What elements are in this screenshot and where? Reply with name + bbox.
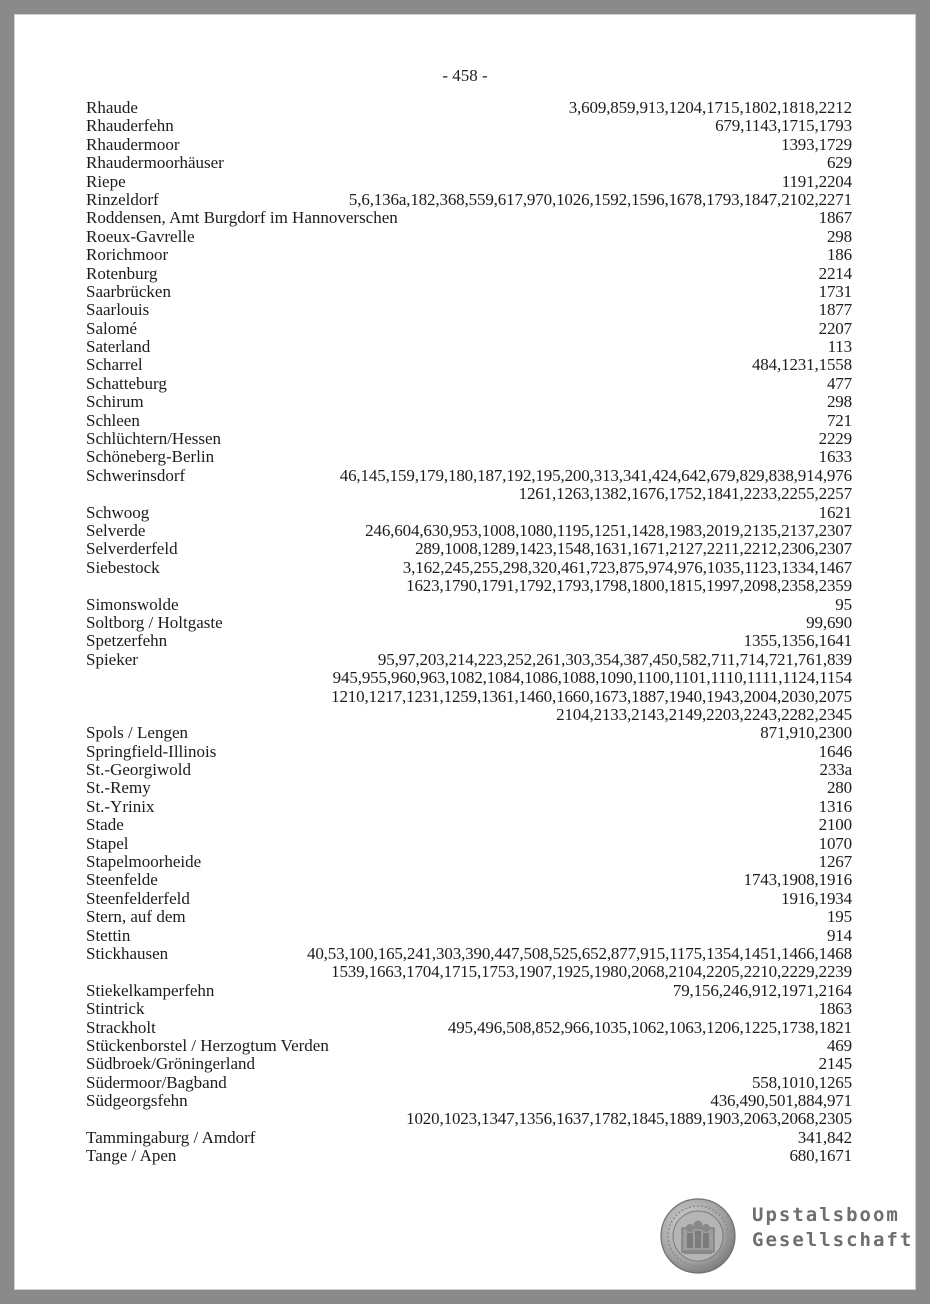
index-entry-line	[86, 559, 852, 577]
page-references: 298	[826, 226, 852, 246]
page-references: 46,145,159,179,180,187,192,195,200,313,341,424,642,679,829,838,914,976	[339, 465, 852, 485]
index-entry	[86, 1019, 852, 1037]
index-entry	[86, 1129, 852, 1147]
index-entry-line	[86, 154, 852, 172]
index-entry-line	[86, 1055, 852, 1073]
place-name: Stettin	[86, 925, 131, 945]
index-entry-line	[86, 890, 852, 908]
page-references: 289,1008,1289,1423,1548,1631,1671,2127,2211,2212,2306,2307	[415, 539, 852, 559]
index-entry	[86, 779, 852, 797]
index-entry	[86, 632, 852, 650]
page-references: 2214	[818, 263, 852, 283]
index-entry-line	[86, 853, 852, 871]
page-references: 1267	[818, 852, 852, 872]
index-entry-line	[86, 504, 852, 522]
place-name: Steenfelde	[86, 870, 158, 890]
page-references: 95,97,203,214,223,252,261,303,354,387,450,582,711,714,721,761,839	[377, 649, 852, 669]
page-references: 3,609,859,913,1204,1715,1802,1818,2212	[568, 98, 852, 117]
place-name: Saterland	[86, 337, 151, 357]
index-entry-line	[86, 835, 852, 853]
index-entry	[86, 430, 852, 448]
place-name: Südgeorgsfehn	[86, 1091, 188, 1111]
index-entry-line	[86, 448, 852, 466]
page-references: 1393,1729	[781, 134, 852, 154]
place-name: Schleen	[86, 410, 140, 430]
place-name: Stapel	[86, 833, 129, 853]
page-references: 1877	[818, 300, 852, 320]
index-entry	[86, 375, 852, 393]
index-entry	[86, 724, 852, 742]
place-name: Schlüchtern/Hessen	[86, 429, 222, 449]
index-entry	[86, 320, 852, 338]
page-references: 1316	[818, 796, 852, 816]
place-name: Springfield-Illinois	[86, 741, 217, 761]
page-references: 629	[826, 153, 852, 173]
place-name: Stapelmoorheide	[86, 852, 202, 872]
page-references: 1539,1663,1704,1715,1753,1907,1925,1980,2068,2104,2205,2210,2229,2239	[331, 962, 852, 982]
index-entry	[86, 209, 852, 227]
place-name: Steenfelderfeld	[86, 888, 190, 908]
index-entry-line	[86, 356, 852, 374]
index-entry-line	[86, 724, 852, 742]
page-references: 79,156,246,912,1971,2164	[672, 980, 852, 1000]
page-references: 1916,1934	[781, 888, 852, 908]
index-entry	[86, 540, 852, 558]
index-entry-line	[86, 632, 852, 650]
index-entry-line	[86, 688, 852, 706]
index-entry	[86, 356, 852, 374]
index-entry	[86, 265, 852, 283]
page-references: 195	[826, 907, 852, 927]
index-entry-line	[86, 301, 852, 319]
index-entry-line	[86, 945, 852, 963]
place-name: Scharrel	[86, 355, 143, 375]
seal-icon	[660, 1198, 736, 1274]
place-name: Schatteburg	[86, 373, 167, 393]
page-references: 280	[826, 778, 852, 798]
index-entry	[86, 743, 852, 761]
page-references: 680,1671	[789, 1146, 852, 1166]
place-name: Stade	[86, 815, 124, 835]
page-references: 1191,2204	[781, 171, 852, 191]
place-name: St.-Remy	[86, 778, 151, 798]
index-entry-line	[86, 982, 852, 1000]
index-entry	[86, 1147, 852, 1165]
index-entry-line	[86, 540, 852, 558]
index-entry-line	[86, 1110, 852, 1128]
index-entry	[86, 835, 852, 853]
place-name: Rotenburg	[86, 263, 158, 283]
index-entry-line	[86, 871, 852, 889]
place-name: Spetzerfehn	[86, 631, 168, 651]
document-page	[14, 14, 916, 1290]
page-references: 1070	[818, 833, 852, 853]
index-entry-line	[86, 577, 852, 595]
index-entry-line	[86, 1000, 852, 1018]
index-entry-line	[86, 283, 852, 301]
place-name: Simonswolde	[86, 594, 179, 614]
page-references: 5,6,136a,182,368,559,617,970,1026,1592,1596,1678,1793,1847,2102,2271	[348, 189, 852, 209]
place-name: Spols / Lengen	[86, 723, 188, 743]
index-entry	[86, 467, 852, 504]
page-references: 1261,1263,1382,1676,1752,1841,2233,2255,2257	[518, 484, 852, 504]
page-references: 495,496,508,852,966,1035,1062,1063,1206,1225,1738,1821	[447, 1017, 852, 1037]
index-entry	[86, 871, 852, 889]
page-references: 1731	[818, 281, 852, 301]
index-entry	[86, 136, 852, 154]
page-references: 436,490,501,884,971	[710, 1091, 852, 1111]
index-entry	[86, 117, 852, 135]
page-references: 1863	[818, 999, 852, 1019]
index-entry-line	[86, 798, 852, 816]
page-references: 1646	[818, 741, 852, 761]
index-entry-line	[86, 393, 852, 411]
index-entry	[86, 982, 852, 1000]
page-references: 469	[826, 1035, 852, 1055]
place-name: Südbroek/Gröningerland	[86, 1054, 256, 1074]
place-name: St.-Georgiwold	[86, 760, 191, 780]
page-references: 2207	[818, 318, 852, 338]
page-references: 679,1143,1715,1793	[715, 116, 852, 136]
place-name: Tange / Apen	[86, 1146, 177, 1166]
index-entry	[86, 1092, 852, 1129]
place-name: Rhaudermoorhäuser	[86, 153, 224, 173]
place-name: Schirum	[86, 392, 144, 412]
place-name: Riepe	[86, 171, 126, 191]
index-entry	[86, 412, 852, 430]
index-entry	[86, 908, 852, 926]
page-references: 477	[826, 373, 852, 393]
index-entry	[86, 283, 852, 301]
page-references: 1621	[818, 502, 852, 522]
index-entry	[86, 853, 852, 871]
place-name: Schwoog	[86, 502, 150, 522]
page-references: 1867	[818, 208, 852, 228]
index-entry-line	[86, 265, 852, 283]
page-references: 914	[826, 925, 852, 945]
index-entry	[86, 927, 852, 945]
place-name: Siebestock	[86, 557, 160, 577]
index-entry	[86, 614, 852, 632]
page-references: 721	[826, 410, 852, 430]
index-entry	[86, 1055, 852, 1073]
index-entry-line	[86, 743, 852, 761]
index-entry-line	[86, 412, 852, 430]
society-logo	[660, 1198, 914, 1278]
index-entry	[86, 559, 852, 596]
society-name-line1: Upstalsboom	[752, 1204, 900, 1226]
index-entry-line	[86, 761, 852, 779]
place-name: Stiekelkamperfehn	[86, 980, 215, 1000]
index-entry	[86, 816, 852, 834]
page-references: 558,1010,1265	[751, 1072, 852, 1092]
index-entry	[86, 228, 852, 246]
index-entry	[86, 393, 852, 411]
index-entry	[86, 522, 852, 540]
page-references: 1743,1908,1916	[743, 870, 852, 890]
index-entry	[86, 761, 852, 779]
index-entry-line	[86, 963, 852, 981]
place-name: Südermoor/Bagband	[86, 1072, 227, 1092]
place-name: Stückenborstel / Herzogtum Verden	[86, 1035, 329, 1055]
index-entry-line	[86, 320, 852, 338]
index-entry-line	[86, 1019, 852, 1037]
index-entry	[86, 945, 852, 982]
place-name: Spieker	[86, 649, 138, 669]
page-references: 1020,1023,1347,1356,1637,1782,1845,1889,1903,2063,2068,2305	[406, 1109, 852, 1129]
index-entry-line	[86, 596, 852, 614]
index-entry-line	[86, 614, 852, 632]
page-references: 1210,1217,1231,1259,1361,1460,1660,1673,1887,1940,1943,2004,2030,2075	[331, 686, 852, 706]
place-name: Roeux-Gavrelle	[86, 226, 195, 246]
place-name: Salomé	[86, 318, 137, 338]
place-name: Stickhausen	[86, 943, 169, 963]
index-entry-line	[86, 927, 852, 945]
place-name: Tammingaburg / Amdorf	[86, 1127, 256, 1147]
index-entry	[86, 173, 852, 191]
index-entry-line	[86, 228, 852, 246]
index-entry	[86, 596, 852, 614]
index-entry-line	[86, 669, 852, 687]
place-name: Rorichmoor	[86, 245, 169, 265]
index-entry-line	[86, 209, 852, 227]
index-entry-line	[86, 485, 852, 503]
place-name: Rhaudermoor	[86, 134, 180, 154]
place-name: Soltborg / Holtgaste	[86, 612, 223, 632]
index-entry-line	[86, 779, 852, 797]
page-references: 945,955,960,963,1082,1084,1086,1088,1090,1100,1101,1110,1111,1124,1154	[332, 668, 852, 688]
page-references: 2100	[818, 815, 852, 835]
index-entry	[86, 651, 852, 725]
index-entry	[86, 301, 852, 319]
index-entry-line	[86, 1037, 852, 1055]
index-entry	[86, 338, 852, 356]
index-entry-line	[86, 1129, 852, 1147]
page-references: 186	[826, 245, 852, 265]
place-name: St.-Yrinix	[86, 796, 155, 816]
index-entry-line	[86, 191, 852, 209]
page-number: - 458 -	[442, 66, 488, 85]
index-entry	[86, 1074, 852, 1092]
place-name: Selverderfeld	[86, 539, 178, 559]
page-references: 95	[835, 594, 852, 614]
place-name: Rinzeldorf	[86, 189, 159, 209]
index-entry-line	[86, 816, 852, 834]
index-entry-line	[86, 467, 852, 485]
index-entry-line	[86, 246, 852, 264]
index-entry-line	[86, 706, 852, 724]
place-name: Saarlouis	[86, 300, 150, 320]
page-references: 1633	[818, 447, 852, 467]
index-entry-line	[86, 375, 852, 393]
page-references: 871,910,2300	[760, 723, 852, 743]
index-entry	[86, 504, 852, 522]
place-name: Rhauderfehn	[86, 116, 174, 136]
index-entry-line	[86, 430, 852, 448]
index-entry-line	[86, 1092, 852, 1110]
place-name: Schwerinsdorf	[86, 465, 186, 485]
page-references: 233a	[819, 760, 852, 780]
page-references: 99,690	[806, 612, 852, 632]
page-references: 2104,2133,2143,2149,2203,2243,2282,2345	[556, 704, 852, 724]
place-name: Selverde	[86, 520, 146, 540]
place-name: Schöneberg-Berlin	[86, 447, 215, 467]
index-entry	[86, 448, 852, 466]
place-name: Rhaude	[86, 98, 138, 117]
page-references: 2229	[818, 429, 852, 449]
page-references: 341,842	[797, 1127, 852, 1147]
index-entry	[86, 798, 852, 816]
page-references: 298	[826, 392, 852, 412]
page-references: 1355,1356,1641	[743, 631, 852, 651]
place-name: Stintrick	[86, 999, 145, 1019]
page-references: 246,604,630,953,1008,1080,1195,1251,1428,1983,2019,2135,2137,2307	[365, 520, 852, 540]
index-entry-line	[86, 908, 852, 926]
place-name: Strackholt	[86, 1017, 156, 1037]
page-references: 40,53,100,165,241,303,390,447,508,525,652,877,915,1175,1354,1451,1466,1468	[306, 943, 852, 963]
index-entry	[86, 1037, 852, 1055]
page-references: 3,162,245,255,298,320,461,723,875,974,976,1035,1123,1334,1467	[402, 557, 852, 577]
index-entry-line	[86, 136, 852, 154]
place-name: Saarbrücken	[86, 281, 171, 301]
place-name: Stern, auf dem	[86, 907, 186, 927]
index-entry-line	[86, 651, 852, 669]
index-entry-line	[86, 522, 852, 540]
index-entry	[86, 99, 852, 117]
society-name-line2: Gesellschaft	[752, 1229, 914, 1251]
index-entry-line	[86, 173, 852, 191]
index-entry-line	[86, 1147, 852, 1165]
index-entry	[86, 1000, 852, 1018]
index-entry	[86, 191, 852, 209]
index-entry	[86, 246, 852, 264]
page-references: 484,1231,1558	[751, 355, 852, 375]
index-entry	[86, 890, 852, 908]
index-entry-line	[86, 338, 852, 356]
page-references: 2145	[818, 1054, 852, 1074]
page-references: 1623,1790,1791,1792,1793,1798,1800,1815,1997,2098,2358,2359	[406, 576, 852, 596]
page-references: 113	[827, 337, 852, 357]
place-index-list	[86, 99, 852, 1166]
place-name: Roddensen, Amt Burgdorf im Hannoverschen	[86, 208, 398, 228]
index-entry-line	[86, 1074, 852, 1092]
index-entry-line	[86, 99, 852, 117]
index-entry	[86, 154, 852, 172]
index-entry-line	[86, 117, 852, 135]
